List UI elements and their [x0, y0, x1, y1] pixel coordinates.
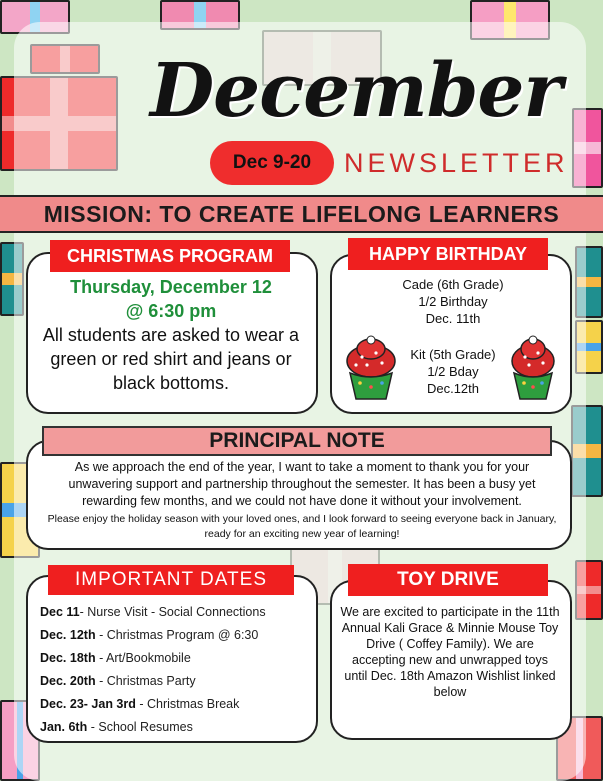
list-item [40, 670, 320, 693]
principal-note-paragraph: Please enjoy the holiday season with your loved ones, and I look forward to seeing everyone back in January, ready for an exciting new year of learning! [47, 513, 557, 540]
list-item [40, 647, 320, 670]
event-name: - Art/Bookmobile [95, 651, 191, 665]
program-details: All students are asked to wear a green or red shirt and jeans or black bottoms. [42, 325, 300, 393]
list-item [40, 693, 320, 716]
principal-note-paragraph: As we approach the end of the year, I want to take a moment to thank you for your unwavering support and partnership throughout the semester. It has been a busy yet rewarding few months, and we could not have done it without your involvement. [68, 460, 536, 508]
date-range-badge: Dec 9-20 [210, 141, 334, 185]
event-date: Dec 11 [40, 605, 80, 619]
toy-drive-heading: TOY DRIVE [348, 564, 548, 596]
cupcake-icon [508, 335, 558, 403]
birthday-name: Kit (5th Grade) [410, 347, 496, 362]
birthday-date: Dec.12th [426, 381, 480, 396]
event-date: Dec. 20th [40, 674, 96, 688]
birthday-name: Cade (6th Grade) [402, 277, 504, 292]
principal-note-heading: PRINCIPAL NOTE [42, 426, 552, 456]
event-date: Jan. 6th [40, 720, 88, 734]
birthday-detail: 1/2 Bday [427, 364, 479, 379]
event-date: Dec. 23- Jan 3rd [40, 697, 136, 711]
program-time-line: @ 6:30 pm [125, 301, 217, 321]
list-item [40, 601, 320, 624]
event-name: - Christmas Break [135, 697, 240, 711]
newsletter-subtitle: NEWSLETTER [344, 148, 569, 178]
event-name: - Christmas Party [95, 674, 196, 688]
newsletter-title: December [150, 48, 562, 134]
cupcake-icon [342, 335, 400, 403]
birthday-date: Dec. 11th [425, 311, 481, 326]
birthday-heading: HAPPY BIRTHDAY [348, 238, 548, 270]
program-date-line: Thursday, December 12 [70, 277, 272, 297]
birthday-entry [368, 276, 538, 327]
important-dates-heading: IMPORTANT DATES [48, 565, 294, 595]
toy-drive-text: We are excited to participate in the 11th Annual Kali Grace & Minnie Mouse Toy Drive ( Coffey Family). We are accepting new and unwrapped toys until Dec. 18th Amazon Wishlist linked below [340, 605, 560, 699]
mission-banner: MISSION: TO CREATE LIFELONG LEARNERS [0, 195, 603, 233]
christmas-program-heading: CHRISTMAS PROGRAM [50, 240, 290, 272]
event-date: Dec. 18th [40, 651, 96, 665]
birthday-detail: 1/2 Birthday [418, 294, 488, 309]
event-date: Dec. 12th [40, 628, 96, 642]
event-name: - School Resumes [87, 720, 193, 734]
important-dates-list [40, 601, 320, 739]
list-item [40, 624, 320, 647]
list-item [40, 716, 320, 739]
event-name: - Nurse Visit - Social Connections [79, 605, 266, 619]
event-name: - Christmas Program @ 6:30 [95, 628, 259, 642]
principal-note-body [42, 459, 562, 542]
program-date [30, 275, 312, 323]
